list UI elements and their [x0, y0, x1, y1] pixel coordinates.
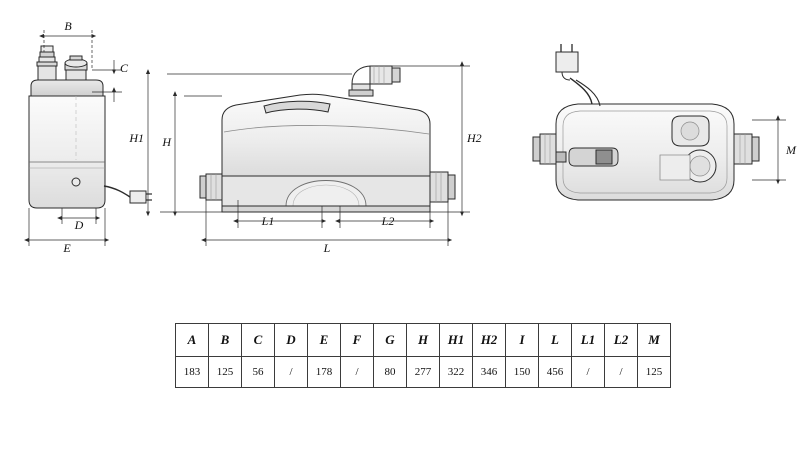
table-header-F: F	[341, 324, 374, 357]
dim-label-H: H	[162, 135, 171, 149]
table-header-I: I	[506, 324, 539, 357]
table-cell-I: 150	[506, 357, 539, 388]
table-cell-D: /	[275, 357, 308, 388]
table-header-H1: H1	[440, 324, 473, 357]
dim-label-H2: H2	[467, 131, 482, 145]
dimensions-table	[175, 323, 671, 388]
table-cell-M: 125	[638, 357, 671, 388]
dim-label-M: M	[786, 143, 796, 157]
table-cell-B: 125	[209, 357, 242, 388]
table-cell-E: 178	[308, 357, 341, 388]
table-cell-H: 277	[407, 357, 440, 388]
dim-label-L1: L1	[261, 214, 275, 228]
dim-label-C: C	[120, 61, 129, 75]
table-header-row	[176, 324, 671, 357]
dim-label-E: E	[63, 241, 71, 255]
table-header-H: H	[407, 324, 440, 357]
side-elevation-view	[29, 46, 152, 208]
table-header-B: B	[209, 324, 242, 357]
table-header-L: L	[539, 324, 572, 357]
table-cell-L1: /	[572, 357, 605, 388]
table-cell-C: 56	[242, 357, 275, 388]
table-cell-H2: 346	[473, 357, 506, 388]
dim-label-L: L	[323, 241, 331, 255]
table-cell-L: 456	[539, 357, 572, 388]
dim-label-L2: L2	[381, 214, 395, 228]
table-cell-G: 80	[374, 357, 407, 388]
front-elevation-view	[200, 66, 455, 212]
table-row	[176, 357, 671, 388]
table-cell-A: 183	[176, 357, 209, 388]
table-cell-F: /	[341, 357, 374, 388]
dim-label-D: D	[74, 218, 84, 232]
table-cell-L2: /	[605, 357, 638, 388]
table-header-E: E	[308, 324, 341, 357]
table-header-C: C	[242, 324, 275, 357]
top-plan-view	[533, 44, 759, 200]
dim-label-B: B	[64, 19, 72, 33]
table-header-M: M	[638, 324, 671, 357]
table-header-G: G	[374, 324, 407, 357]
table-header-D: D	[275, 324, 308, 357]
dim-label-H1: H1	[129, 131, 144, 145]
table-header-A: A	[176, 324, 209, 357]
table-header-L2: L2	[605, 324, 638, 357]
table-header-L1: L1	[572, 324, 605, 357]
table-header-H2: H2	[473, 324, 506, 357]
table-cell-H1: 322	[440, 357, 473, 388]
